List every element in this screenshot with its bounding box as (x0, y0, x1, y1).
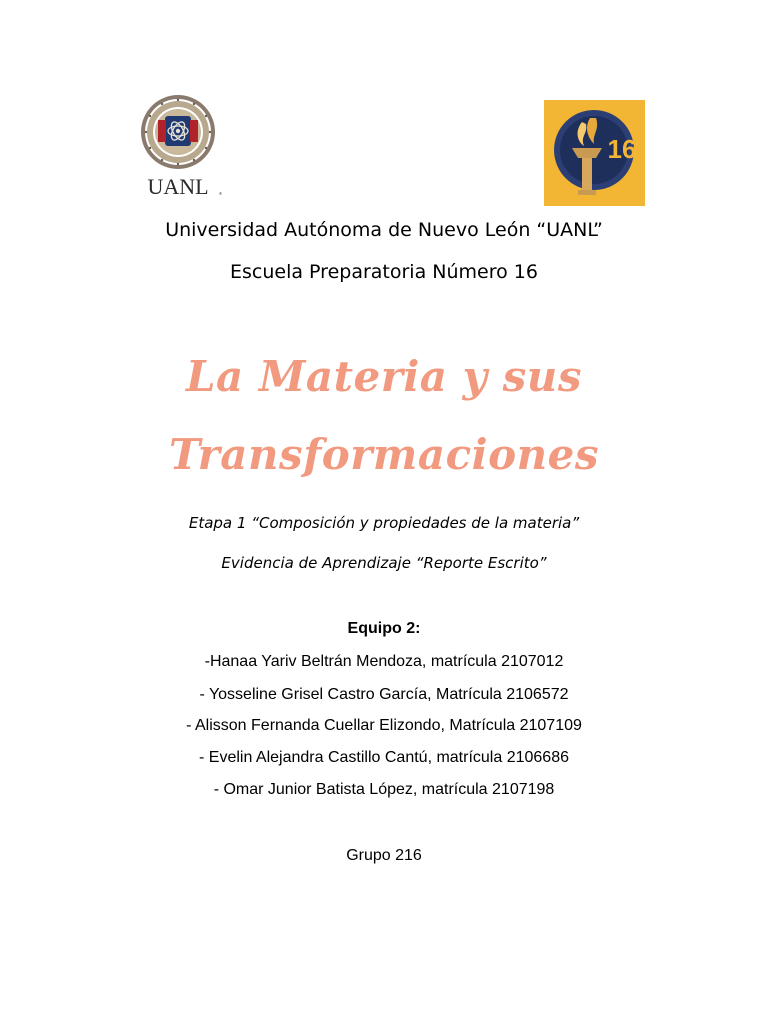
school-name: Escuela Preparatoria Número 16 (230, 261, 538, 283)
preparatoria-16-torch-logo (544, 100, 645, 206)
svg-text:16: 16 (607, 134, 637, 164)
etapa-subtitle: Etapa 1 “Composición y propiedades de la materia” (188, 514, 580, 532)
svg-text:®: ® (219, 191, 222, 196)
document-title-line-1: La Materia y sus (186, 352, 582, 401)
team-member: - Yosseline Grisel Castro García, Matrícula 2106572 (199, 686, 569, 703)
evidencia-subtitle: Evidencia de Aprendizaje “Reporte Escrito” (221, 554, 547, 572)
team-member: -Hanaa Yariv Beltrán Mendoza, matrícula 2107012 (204, 653, 564, 670)
university-name: Universidad Autónoma de Nuevo León “UANL” (165, 219, 603, 241)
team-member: - Alisson Fernanda Cuellar Elizondo, Matrícula 2107109 (186, 717, 582, 734)
team-member: - Evelin Alejandra Castillo Cantú, matrícula 2106686 (199, 749, 569, 766)
uanl-logo (128, 94, 228, 200)
group-label: Grupo 216 (346, 847, 422, 864)
uanl-seal-icon (128, 94, 228, 200)
team-member: - Omar Junior Batista López, matrícula 2107198 (213, 781, 555, 798)
team-heading: Equipo 2: (347, 620, 421, 637)
document-title-line-2: Transformaciones (168, 430, 600, 479)
preparatoria-16-logo (544, 100, 645, 206)
svg-text:UANL: UANL (147, 174, 209, 199)
